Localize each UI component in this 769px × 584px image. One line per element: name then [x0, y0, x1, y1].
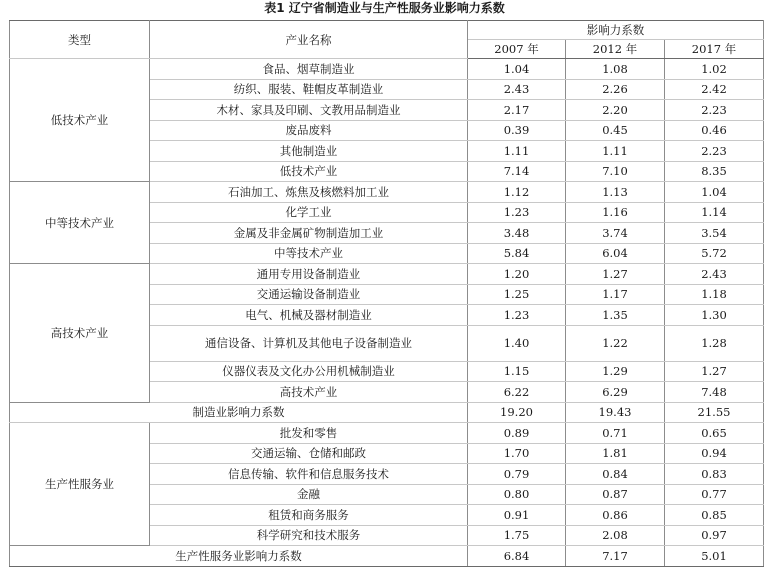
value-2012: 2.26: [566, 79, 665, 100]
industry-name: 食品、烟草制造业: [150, 59, 468, 80]
value-2017: 2.42: [665, 79, 764, 100]
group-label: 生产性服务业: [10, 423, 150, 546]
value-2012: 1.08: [566, 59, 665, 80]
industry-name: 通用专用设备制造业: [150, 264, 468, 285]
value-2007: 1.15: [468, 361, 566, 382]
value-2012: 2.08: [566, 525, 665, 546]
value-2007: 0.89: [468, 423, 566, 444]
value-2017: 1.18: [665, 284, 764, 305]
value-2007: 0.39: [468, 120, 566, 141]
year-header-2007: 2007 年: [468, 40, 566, 59]
industry-name: 高技术产业: [150, 382, 468, 403]
industry-name: 废品废料: [150, 120, 468, 141]
value-2007: 1.11: [468, 141, 566, 162]
value-2017: 21.55: [665, 402, 764, 423]
industry-name: 交通运输、仓储和邮政: [150, 443, 468, 464]
value-2007: 5.84: [468, 243, 566, 264]
table-row: [10, 264, 764, 285]
value-2012: 0.45: [566, 120, 665, 141]
type-header: 类型: [10, 21, 150, 59]
value-2017: 0.65: [665, 423, 764, 444]
value-2012: 1.11: [566, 141, 665, 162]
value-2017: 1.27: [665, 361, 764, 382]
value-2007: 1.20: [468, 264, 566, 285]
influence-coefficient-table: [9, 20, 764, 567]
value-2012: 7.17: [566, 546, 665, 567]
value-2007: 1.23: [468, 202, 566, 223]
value-2017: 1.30: [665, 305, 764, 326]
services-total-label: 生产性服务业影响力系数: [10, 546, 468, 567]
value-2017: 5.72: [665, 243, 764, 264]
value-2007: 2.17: [468, 100, 566, 121]
value-2007: 1.23: [468, 305, 566, 326]
value-2012: 1.29: [566, 361, 665, 382]
value-2017: 2.23: [665, 100, 764, 121]
value-2012: 1.17: [566, 284, 665, 305]
value-2017: 1.02: [665, 59, 764, 80]
value-2007: 6.22: [468, 382, 566, 403]
value-2017: 0.77: [665, 484, 764, 505]
value-2007: 7.14: [468, 161, 566, 182]
value-2012: 1.27: [566, 264, 665, 285]
value-2012: 6.29: [566, 382, 665, 403]
industry-name: 交通运输设备制造业: [150, 284, 468, 305]
industry-header: 产业名称: [150, 21, 468, 59]
year-header-2012: 2012 年: [566, 40, 665, 59]
industry-name: 中等技术产业: [150, 243, 468, 264]
value-2012: 0.84: [566, 464, 665, 485]
value-2012: 6.04: [566, 243, 665, 264]
group-label: 高技术产业: [10, 264, 150, 403]
industry-name: 批发和零售: [150, 423, 468, 444]
industry-name: 金融: [150, 484, 468, 505]
industry-name: 低技术产业: [150, 161, 468, 182]
value-2007: 0.79: [468, 464, 566, 485]
value-2007: 1.12: [468, 182, 566, 203]
value-2012: 1.81: [566, 443, 665, 464]
industry-name: 租赁和商务服务: [150, 505, 468, 526]
value-2017: 0.85: [665, 505, 764, 526]
services-total-row: [10, 546, 764, 567]
value-2012: 0.86: [566, 505, 665, 526]
industry-name: 其他制造业: [150, 141, 468, 162]
value-2017: 1.28: [665, 325, 764, 361]
industry-name: 木材、家具及印刷、文教用品制造业: [150, 100, 468, 121]
industry-name: 电气、机械及器材制造业: [150, 305, 468, 326]
value-2012: 1.35: [566, 305, 665, 326]
value-2017: 0.46: [665, 120, 764, 141]
table-row: [10, 423, 764, 444]
value-2012: 1.22: [566, 325, 665, 361]
value-2007: 0.80: [468, 484, 566, 505]
manufacturing-total-label: 制造业影响力系数: [10, 402, 468, 423]
table-row: [10, 182, 764, 203]
value-2017: 5.01: [665, 546, 764, 567]
year-header-2017: 2017 年: [665, 40, 764, 59]
industry-name: 科学研究和技术服务: [150, 525, 468, 546]
value-2007: 1.75: [468, 525, 566, 546]
industry-name: 通信设备、计算机及其他电子设备制造业: [150, 325, 468, 361]
industry-name: 化学工业: [150, 202, 468, 223]
value-2007: 1.40: [468, 325, 566, 361]
industry-name: 信息传输、软件和信息服务技术: [150, 464, 468, 485]
value-2017: 0.94: [665, 443, 764, 464]
value-2017: 1.04: [665, 182, 764, 203]
group-label: 中等技术产业: [10, 182, 150, 264]
value-2017: 2.43: [665, 264, 764, 285]
value-2012: 1.13: [566, 182, 665, 203]
industry-name: 金属及非金属矿物制造加工业: [150, 223, 468, 244]
group-label: 低技术产业: [10, 59, 150, 182]
value-2017: 8.35: [665, 161, 764, 182]
industry-name: 石油加工、炼焦及核燃料加工业: [150, 182, 468, 203]
value-2017: 7.48: [665, 382, 764, 403]
value-2017: 0.97: [665, 525, 764, 546]
value-2012: 1.16: [566, 202, 665, 223]
value-2012: 0.71: [566, 423, 665, 444]
value-2007: 2.43: [468, 79, 566, 100]
value-2012: 0.87: [566, 484, 665, 505]
industry-name: 仪器仪表及文化办公用机械制造业: [150, 361, 468, 382]
manufacturing-total-row: [10, 402, 764, 423]
value-2012: 7.10: [566, 161, 665, 182]
value-2007: 3.48: [468, 223, 566, 244]
value-2007: 1.70: [468, 443, 566, 464]
table-title: 表1 辽宁省制造业与生产性服务业影响力系数: [264, 1, 505, 15]
value-2007: 1.25: [468, 284, 566, 305]
value-2007: 6.84: [468, 546, 566, 567]
value-2012: 2.20: [566, 100, 665, 121]
value-2017: 0.83: [665, 464, 764, 485]
coefficient-header: 影响力系数: [468, 21, 764, 40]
value-2012: 3.74: [566, 223, 665, 244]
value-2007: 19.20: [468, 402, 566, 423]
value-2017: 3.54: [665, 223, 764, 244]
value-2017: 1.14: [665, 202, 764, 223]
value-2007: 1.04: [468, 59, 566, 80]
industry-name: 纺织、服装、鞋帽皮革制造业: [150, 79, 468, 100]
value-2007: 0.91: [468, 505, 566, 526]
table-row: [10, 59, 764, 80]
value-2017: 2.23: [665, 141, 764, 162]
value-2012: 19.43: [566, 402, 665, 423]
